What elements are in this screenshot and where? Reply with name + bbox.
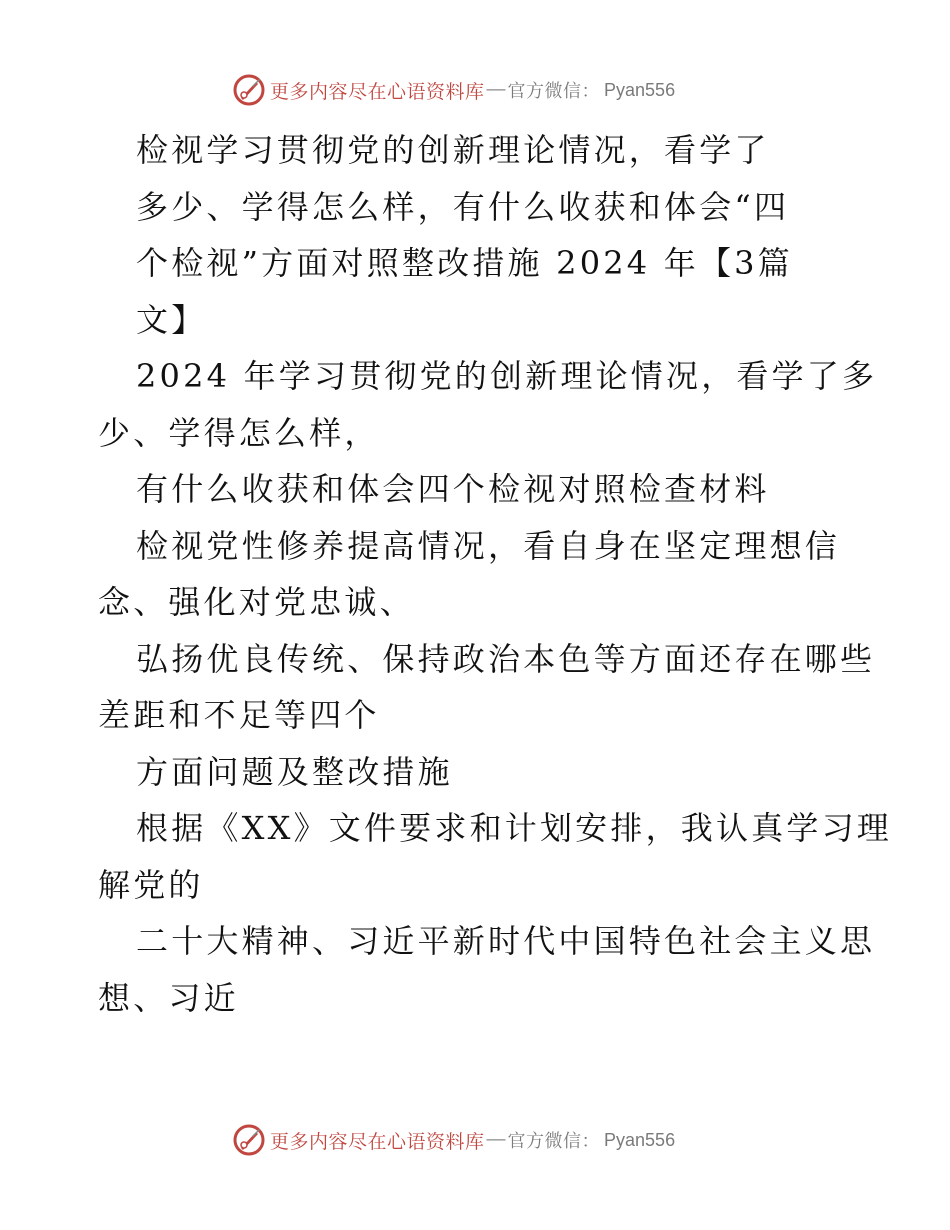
title-line: 文】 (136, 300, 207, 339)
paragraph-line: 方面问题及整改措施 (136, 752, 453, 791)
watermark-dash: — (486, 79, 506, 100)
title-line: 多少、学得怎么样，有什么收获和体会“四 (136, 187, 790, 226)
watermark-dash: — (486, 1129, 506, 1150)
paragraph-line: 2024 年学习贯彻党的创新理论情况，看学了多 (136, 357, 878, 395)
header-watermark (232, 73, 752, 107)
watermark-wechat-label: 官方微信： (507, 81, 601, 102)
paragraph-line: 解党的 (98, 865, 204, 904)
quill-seal-icon (232, 1123, 266, 1157)
paragraph-line: 念、强化对党忠诚、 (98, 583, 415, 621)
watermark-wechat-label: 官方微信： (507, 1131, 601, 1152)
paragraph-line: 二十大精神、习近平新时代中国特色社会主义思 (136, 922, 876, 960)
title-line: 个检视”方面对照整改措施 2024 年【3篇 (136, 244, 793, 282)
paragraph-line: 差距和不足等四个 (98, 696, 380, 734)
paragraph-line: 想、习近 (98, 978, 239, 1017)
paragraph-line: 根据《XX》文件要求和计划安排，我认真学习理 (136, 809, 892, 847)
paragraph-line: 检视党性修养提高情况，看自身在坚定理想信 (136, 526, 841, 565)
quill-seal-icon (232, 73, 266, 107)
watermark-wechat-id: Pyan556 (604, 79, 676, 100)
footer-watermark (232, 1123, 752, 1157)
document-body (98, 122, 892, 1026)
paragraph-line: 有什么收获和体会四个检视对照检查材料 (136, 470, 770, 508)
watermark-brand-text: 更多内容尽在心语资料库 (270, 80, 485, 103)
paragraph-line: 少、学得怎么样， (98, 413, 380, 452)
paragraph-line: 弘扬优良传统、保持政治本色等方面还存在哪些 (136, 639, 876, 678)
watermark-wechat-id: Pyan556 (604, 1129, 676, 1150)
watermark-brand-text: 更多内容尽在心语资料库 (270, 1130, 485, 1153)
title-line: 检视学习贯彻党的创新理论情况，看学了 (136, 131, 770, 169)
